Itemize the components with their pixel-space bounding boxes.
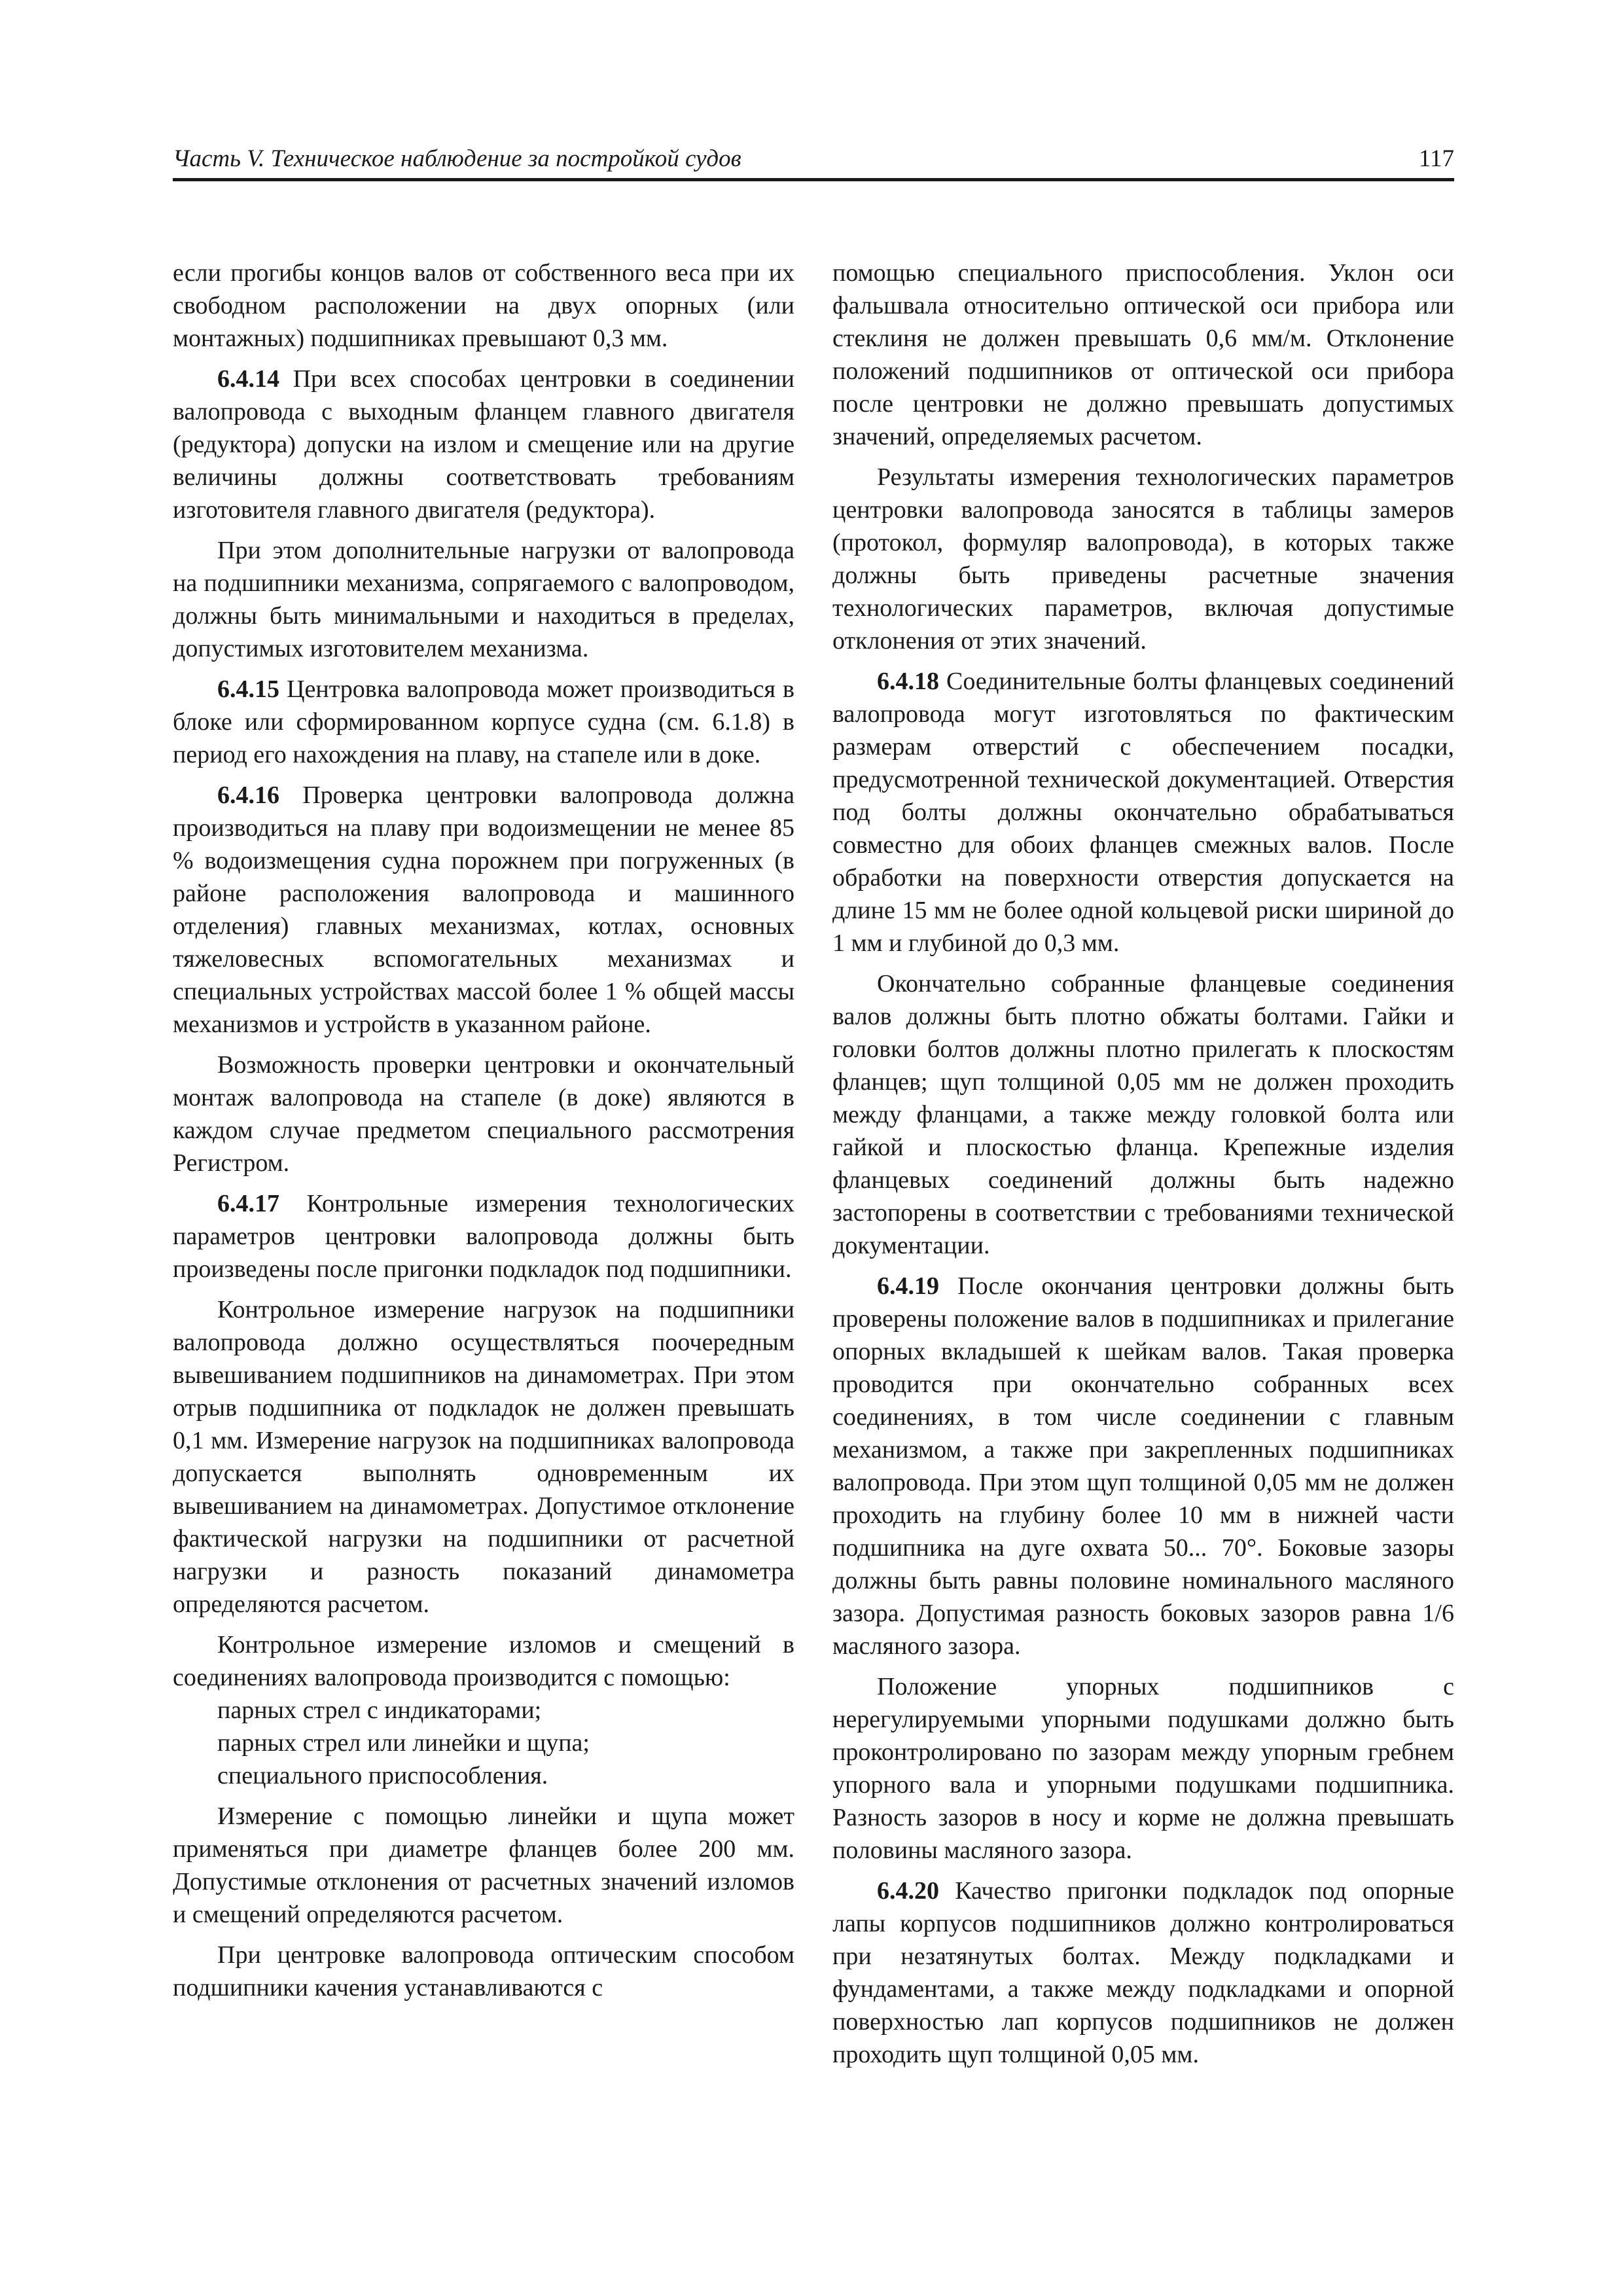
section-number: 6.4.18 (877, 668, 939, 695)
paragraph-text: Контрольные измерения технологических параметров центровки валопровода должны быть произведены после пригонки подкладок под подшипники. (173, 1190, 794, 1283)
section-6-4-19 (832, 1270, 1454, 1662)
section-6-4-18 (832, 665, 1454, 960)
section-number: 6.4.17 (217, 1190, 279, 1217)
paragraph: При центровке валопровода оптическим способом подшипники качения устанавливаются с (173, 1941, 794, 2001)
paragraph-text: Проверка центровки валопровода должна производиться на плаву при водоизмещении не менее 85 % водоизмещения судна порожнем при погруженных (в районе расположения валопровода и машинного отделения) главных механизмах, котлах, основных тяжеловесных вспомогательных механизмах и специальных устройствах массой более 1 % общей массы механизмов и устройств в указанном районе. (173, 781, 794, 1038)
section-number: 6.4.15 (217, 675, 279, 703)
section-number: 6.4.20 (877, 1877, 939, 1905)
section-6-4-20 (832, 1874, 1454, 2071)
paragraph: Измерение с помощью линейки и щупа может применяться при диаметре фланцев более 200 мм. Допустимые отклонения от расчетных значений изломов и смещений определяются расчетом. (173, 1803, 794, 1928)
section-6-4-17 (173, 1187, 794, 1285)
list-item: специального приспособления. (217, 1762, 548, 1789)
left-column (173, 257, 794, 2012)
right-column (832, 257, 1454, 2079)
list-item: парных стрел или линейки и щупа; (217, 1729, 590, 1757)
paragraph: При этом дополнительные нагрузки от валопровода на подшипники механизма, сопрягаемого с валопроводом, должны быть минимальными и находиться в пределах, допустимых изготовителем механизма. (173, 537, 794, 662)
paragraph: Контрольное измерение изломов и смещений в соединениях валопровода производится с помощью: (173, 1631, 794, 1691)
paragraph: Возможность проверки центровки и окончательный монтаж валопровода на стапеле (в доке) являются в каждом случае предметом специального рассмотрения Регистром. (173, 1051, 794, 1177)
paragraph: помощью специального приспособления. Уклон оси фальшвала относительно оптической оси прибора или стеклиня не должен превышать 0,6 мм/м. Отклонение положений подшипников от оптической оси прибора после центровки не должно превышать допустимых значений, определяемых расчетом. (832, 259, 1454, 450)
section-6-4-15 (173, 673, 794, 771)
page-number: 117 (1418, 145, 1454, 172)
paragraph-text: Центровка валопровода может производиться в блоке или сформированном корпусе судна (см. 6.1.8) в период его нахождения на плаву, на стапеле или в доке. (173, 675, 794, 768)
paragraph-text: При всех способах центровки в соединении валопровода с выходным фланцем главного двигателя (редуктора) допуски на излом и смещение или на другие величины должны соответствовать требованиям изготовителя главного двигателя (редуктора). (173, 365, 794, 524)
paragraph: Положение упорных подшипников с нерегулируемыми упорными подушками должно быть проконтролировано по зазорам между упорным гребнем упорного вала и упорными подушками подшипника. Разность зазоров в носу и корме не должна превышать половины масляного зазора. (832, 1673, 1454, 1864)
section-number: 6.4.19 (877, 1272, 939, 1300)
paragraph: Результаты измерения технологических параметров центровки валопровода заносятся в таблицы замеров (протокол, формуляр валопровода), в которых также должны быть приведены расчетные значения технологических параметров, включая допустимые отклонения от этих значений. (832, 463, 1454, 655)
section-number: 6.4.16 (217, 781, 279, 809)
page-header (173, 139, 1454, 181)
paragraph: Окончательно собранные фланцевые соединения валов должны быть плотно обжаты болтами. Гайки и головки болтов должны плотно прилегать к плоскостям фланцев; щуп толщиной 0,05 мм не должен проходить между фланцами, а также между головкой болта или гайкой и плоскостью фланца. Крепежные изделия фланцевых соединений должны быть надежно застопорены в соответствии с требованиями технической документации. (832, 970, 1454, 1259)
paragraph: если прогибы концов валов от собственного веса при их свободном расположении на двух опорных (или монтажных) подшипниках превышают 0,3 мм. (173, 259, 794, 352)
paragraph-text: После окончания центровки должны быть проверены положение валов в подшипниках и прилегание опорных вкладышей к шейкам валов. Такая проверка проводится при окончательно собранных всех соединениях, в том числе соединении с главным механизмом, а также при закрепленных подшипниках валопровода. При этом щуп толщиной 0,05 мм не должен проходить на глубину более 10 мм в нижней части подшипника на дуге охвата 50... 70°. Боковые зазоры должны быть равны половине номинального масляного зазора. Допустимая разность боковых зазоров равна 1/6 масляного зазора. (832, 1272, 1454, 1660)
section-6-4-16 (173, 779, 794, 1041)
paragraph-text: Качество пригонки подкладок под опорные лапы корпусов подшипников должно контролироваться при незатянутых болтах. Между подкладками и фундаментами, а также между подкладками и опорной поверхностью лап корпусов подшипников не должен проходить щуп толщиной 0,05 мм. (832, 1877, 1454, 2068)
list-item: парных стрел с индикаторами; (217, 1696, 542, 1724)
section-number: 6.4.14 (217, 365, 279, 393)
paragraph-text: Соединительные болты фланцевых соединений валопровода могут изготовляться по фактическим размерам отверстий с обеспечением посадки, предусмотренной технической документацией. Отверстия под болты должны окончательно обрабатываться совместно для обоих фланцев смежных валов. После обработки на поверхности отверстия допускается на длине 15 мм не более одной кольцевой риски шириной до 1 мм и глубиной до 0,3 мм. (832, 668, 1454, 957)
running-title: Часть V. Техническое наблюдение за постройкой судов (173, 145, 741, 172)
section-6-4-14 (173, 363, 794, 526)
paragraph: Контрольное измерение нагрузок на подшипники валопровода должно осуществляться поочередным вывешиванием подшипников на динамометрах. При этом отрыв подшипника от подкладок не должен превышать 0,1 мм. Измерение нагрузок на подшипниках валопровода допускается выполнять одновременным их вывешиванием на динамометрах. Допустимое отклонение фактической нагрузки на подшипники от расчетной нагрузки и разность показаний динамометра определяются расчетом. (173, 1296, 794, 1618)
